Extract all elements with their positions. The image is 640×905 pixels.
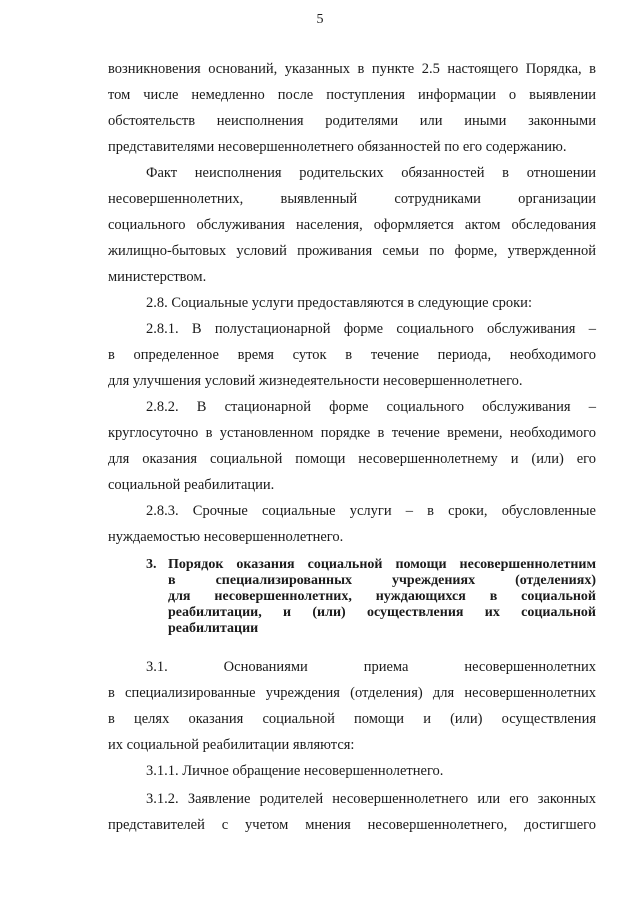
text-line: 3.1.2. Заявление родителей несовершеннолетнего или его законных — [146, 791, 596, 807]
text-line: их социальной реабилитации являются: — [108, 737, 355, 753]
text-line: несовершеннолетних, выявленный сотрудниками организации — [108, 191, 596, 207]
text-line: возникновения оснований, указанных в пункте 2.5 настоящего Порядка, в — [108, 61, 596, 77]
text-line: нуждаемостью несовершеннолетнего. — [108, 529, 344, 545]
text-line: в специализированные учреждения (отделения) для несовершеннолетних — [108, 685, 596, 701]
heading-line: реабилитации, и (или) осуществления их социальной — [168, 605, 596, 620]
heading-line: Порядок оказания социальной помощи несовершеннолетним — [168, 557, 596, 572]
text-line: жилищно-бытовых условий проживания семьи по форме, утвержденной — [108, 243, 596, 259]
text-line: социальной реабилитации. — [108, 477, 275, 493]
text-line: Факт неисполнения родительских обязанностей в отношении — [146, 165, 596, 181]
text-line: представителями несовершеннолетнего обязанностей по его содержанию. — [108, 139, 567, 155]
text-line: 3.1. Основаниями приема несовершеннолетних — [146, 659, 596, 675]
text-line: 2.8.2. В стационарной форме социального обслуживания – — [146, 399, 596, 415]
page-number: 5 — [316, 12, 324, 27]
heading-line: для несовершеннолетних, нуждающихся в социальной — [168, 589, 596, 604]
text-line: 2.8.3. Срочные социальные услуги – в сроки, обусловленные — [146, 503, 596, 519]
heading-line: реабилитации — [168, 621, 259, 636]
text-line: в определенное время суток в течение периода, необходимого — [108, 347, 596, 363]
text-line: 2.8.1. В полустационарной форме социального обслуживания – — [146, 321, 596, 337]
heading-line: в специализированных учреждениях (отделениях) — [168, 573, 596, 588]
text-line: для улучшения условий жизнедеятельности несовершеннолетнего. — [108, 373, 523, 389]
text-line: том числе немедленно после поступления информации о выявлении — [108, 87, 596, 103]
text-line: в целях оказания социальной помощи и (или) осуществления — [108, 711, 596, 727]
text-line: обстоятельств неисполнения родителями или иными законными — [108, 113, 596, 129]
text-line: 3.1.1. Личное обращение несовершеннолетнего. — [146, 763, 444, 779]
text-line: круглосуточно в установленном порядке в течение времени, необходимого — [108, 425, 596, 441]
text-line: социального обслуживания населения, оформляется актом обследования — [108, 217, 596, 233]
text-line: для оказания социальной помощи несовершеннолетнему и (или) его — [108, 451, 596, 467]
text-line: представителей с учетом мнения несовершеннолетнего, достигшего — [108, 817, 596, 833]
text-line: министерством. — [108, 269, 207, 285]
text-line: 2.8. Социальные услуги предоставляются в следующие сроки: — [146, 295, 532, 311]
section-number: 3. — [146, 557, 157, 572]
